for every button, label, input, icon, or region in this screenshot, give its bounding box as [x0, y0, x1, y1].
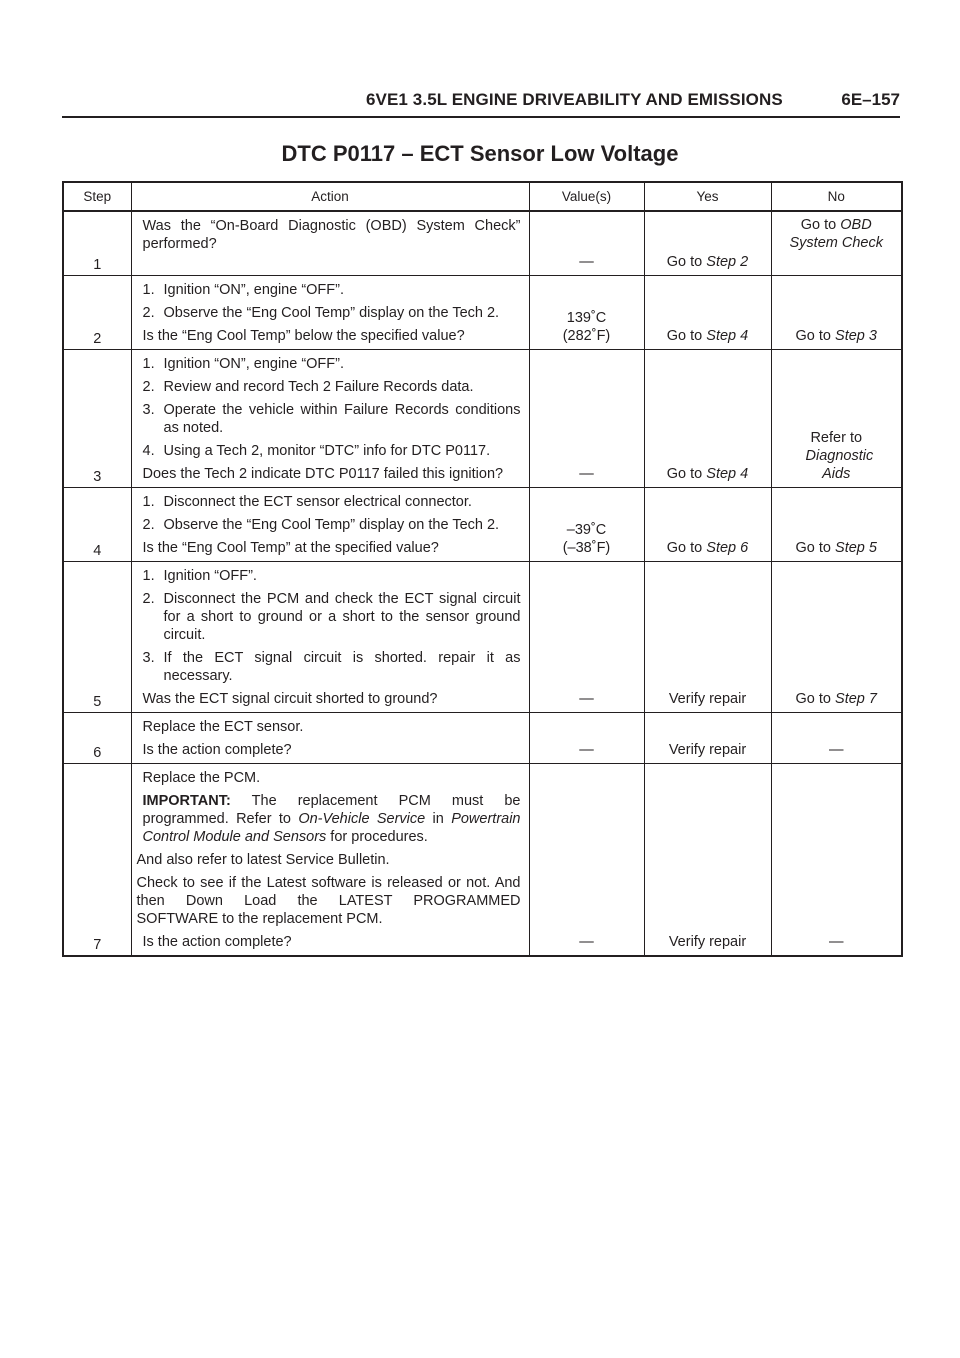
action-item: [143, 442, 521, 460]
yes-link[interactable]: Step 6: [706, 539, 749, 556]
value-cell: [529, 349, 644, 487]
value-cell: [529, 763, 644, 956]
item-text: Using a Tech 2, monitor “DTC” info for DTC P0117.: [163, 442, 491, 459]
col-header-values: Value(s): [529, 182, 644, 211]
action-question: Is the “Eng Cool Temp” at the specified value?: [142, 539, 439, 556]
item-number: 2.: [142, 516, 155, 533]
item-number: 1.: [142, 281, 155, 298]
no-link[interactable]: OBD System Check: [789, 217, 883, 251]
value-text: (–38˚F): [562, 539, 611, 556]
table-row: [63, 763, 902, 956]
no-text: Go to: [795, 539, 836, 556]
col-header-action: Action: [131, 182, 529, 211]
no-cell: [771, 561, 902, 712]
value-text: —: [579, 933, 594, 950]
action-question: Was the ECT signal circuit shorted to ground?: [142, 690, 438, 707]
action-cell: [131, 349, 529, 487]
action-text: Check to see if the Latest software is released or not. And then Down Load the LATEST PROGRAMMED SOFTWARE to the replacement PCM.: [136, 874, 521, 927]
action-question: Does the Tech 2 indicate DTC P0117 failed this ignition?: [142, 465, 504, 482]
col-header-yes: Yes: [644, 182, 771, 211]
step-number: 1: [63, 211, 131, 275]
diagnostic-table: [62, 181, 903, 957]
no-cell: —: [771, 712, 902, 763]
yes-cell: [644, 211, 771, 275]
action-item: [143, 281, 521, 299]
value-cell: [529, 487, 644, 561]
page-title: DTC P0117 – ECT Sensor Low Voltage: [281, 141, 679, 166]
table-row: [63, 487, 902, 561]
col-header-no: No: [771, 182, 902, 211]
yes-text: Go to: [666, 253, 707, 270]
no-cell: [771, 275, 902, 349]
item-text: Disconnect the ECT sensor electrical connector.: [163, 493, 472, 510]
yes-cell: Verify repair: [644, 712, 771, 763]
value-text: —: [579, 253, 594, 270]
item-number: 1.: [142, 493, 155, 510]
col-header-step: Step: [63, 182, 131, 211]
item-text: Ignition “OFF”.: [163, 567, 257, 584]
no-cell: [771, 211, 902, 275]
item-number: 2.: [142, 304, 155, 321]
step-number: 2: [63, 275, 131, 349]
action-item: [143, 355, 521, 373]
yes-text: Go to: [666, 465, 707, 482]
note-text: in: [425, 810, 452, 827]
action-question: Is the “Eng Cool Temp” below the specified value?: [142, 327, 465, 344]
value-cell: [529, 211, 644, 275]
value-cell: [529, 561, 644, 712]
item-text: Operate the vehicle within Failure Records conditions as noted.: [163, 401, 521, 436]
action-cell: [131, 763, 529, 956]
action-text: And also refer to latest Service Bulletin.: [136, 851, 390, 868]
value-cell: [529, 275, 644, 349]
note-link[interactable]: On-Vehicle Service: [298, 810, 426, 827]
value-text: —: [579, 690, 594, 707]
no-link[interactable]: Step 5: [835, 539, 877, 556]
item-text: Disconnect the PCM and check the ECT signal circuit for a short to ground or a short to the sensor ground circuit.: [163, 590, 521, 643]
action-item: [143, 649, 521, 685]
action-cell: [131, 487, 529, 561]
item-number: 1.: [142, 567, 155, 584]
yes-link[interactable]: Step 4: [706, 465, 749, 482]
important-note: [143, 792, 521, 846]
table-row: [63, 275, 902, 349]
section-title: 6VE1 3.5L ENGINE DRIVEABILITY AND EMISSIONS: [366, 90, 783, 109]
yes-cell: [644, 487, 771, 561]
no-link[interactable]: Step 7: [835, 690, 877, 707]
no-cell: [771, 487, 902, 561]
step-number: 6: [63, 712, 131, 763]
value-text: —: [579, 465, 594, 482]
item-number: 3.: [142, 401, 155, 418]
action-text: Was the “On-Board Diagnostic (OBD) System Check” performed?: [142, 218, 521, 252]
action-cell: [131, 211, 529, 275]
value-cell: [529, 712, 644, 763]
no-text: Go to: [795, 690, 836, 707]
yes-cell: Verify repair: [644, 561, 771, 712]
yes-link[interactable]: Step 4: [706, 327, 749, 344]
action-text: Replace the ECT sensor.: [142, 718, 304, 735]
table-header-row: [63, 182, 902, 211]
note-link[interactable]: Powertrain Control Module and Sensors: [142, 810, 521, 845]
action-cell: [131, 275, 529, 349]
table-row: [63, 712, 902, 763]
yes-cell: [644, 349, 771, 487]
no-text: Go to: [800, 217, 841, 233]
important-label: IMPORTANT:: [142, 792, 231, 809]
item-number: 2.: [142, 590, 155, 607]
no-link[interactable]: Step 3: [835, 327, 877, 344]
item-text: Ignition “ON”, engine “OFF”.: [163, 281, 344, 298]
yes-cell: Verify repair: [644, 763, 771, 956]
yes-text: Go to: [666, 327, 707, 344]
no-text: Go to: [795, 327, 836, 344]
no-text: Refer to: [810, 429, 863, 446]
yes-cell: [644, 275, 771, 349]
value-text: –39˚C: [566, 521, 607, 538]
no-cell: [771, 349, 902, 487]
action-item: [143, 304, 521, 322]
action-item: [143, 493, 521, 511]
table-row: [63, 211, 902, 275]
value-text: 139˚C: [566, 309, 607, 326]
action-item: [143, 567, 521, 585]
value-text: (282˚F): [562, 327, 611, 344]
action-item: [143, 590, 521, 644]
no-cell: —: [771, 763, 902, 956]
yes-text: Go to: [666, 539, 707, 556]
action-cell: [131, 712, 529, 763]
item-text: If the ECT signal circuit is shorted. repair it as necessary.: [163, 649, 521, 684]
value-text: —: [579, 741, 594, 758]
action-cell: [131, 561, 529, 712]
item-number: 1.: [142, 355, 155, 372]
item-text: Ignition “ON”, engine “OFF”.: [163, 355, 344, 372]
item-text: Observe the “Eng Cool Temp” display on the Tech 2.: [163, 304, 500, 321]
step-number: 7: [63, 763, 131, 956]
action-item: [143, 401, 521, 437]
item-number: 2.: [142, 378, 155, 395]
yes-link[interactable]: Step 2: [706, 253, 749, 270]
step-number: 4: [63, 487, 131, 561]
step-number: 5: [63, 561, 131, 712]
note-text: The replacement PCM must be programmed. Refer to: [142, 792, 521, 827]
page-header: [62, 88, 900, 118]
item-text: Review and record Tech 2 Failure Records data.: [163, 378, 474, 395]
item-number: 3.: [142, 649, 155, 666]
action-item: [143, 378, 521, 396]
item-text: Observe the “Eng Cool Temp” display on the Tech 2.: [163, 516, 500, 533]
action-question: Is the action complete?: [142, 933, 292, 950]
action-text: Replace the PCM.: [142, 769, 261, 786]
table-row: [63, 349, 902, 487]
action-question: Is the action complete?: [142, 741, 292, 758]
note-text: for procedures.: [326, 828, 428, 845]
step-number: 3: [63, 349, 131, 487]
action-item: [143, 516, 521, 534]
item-number: 4.: [142, 442, 155, 459]
table-row: [63, 561, 902, 712]
page-number: 6E–157: [841, 90, 900, 109]
no-link[interactable]: Diagnostic Aids: [805, 447, 874, 482]
